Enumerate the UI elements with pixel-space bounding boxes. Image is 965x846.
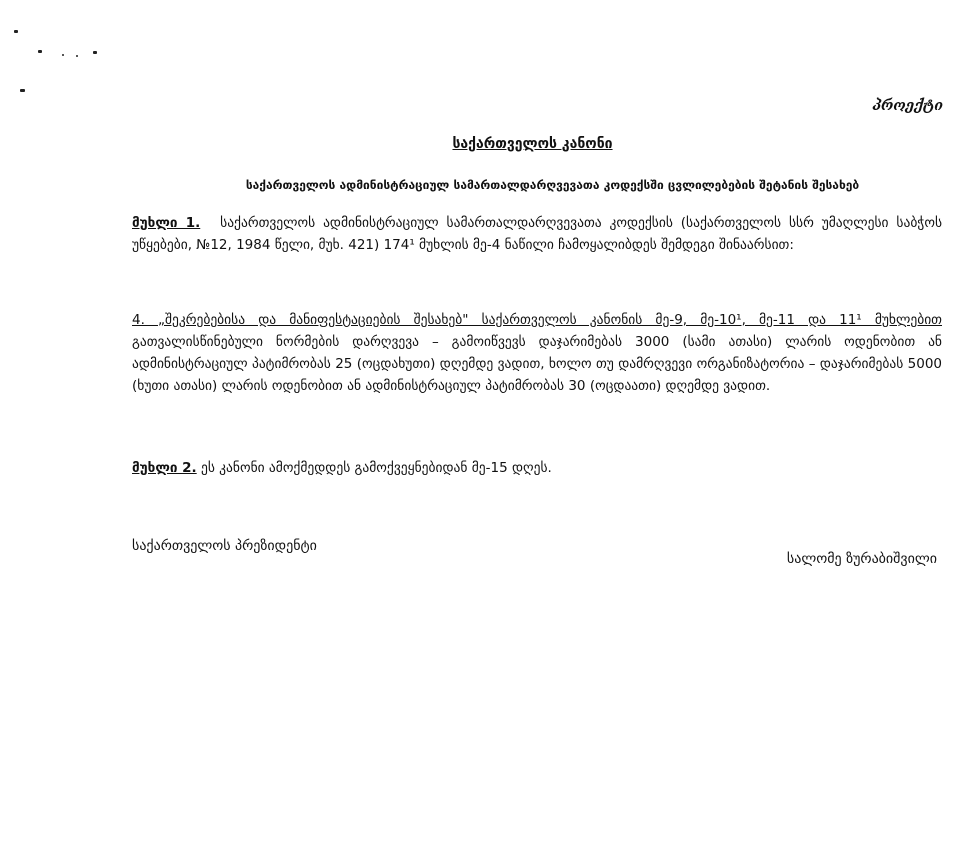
document-title: საქართველოს კანონი (452, 136, 613, 152)
signatory-name: სალომე ზურაბიშვილი (786, 551, 937, 567)
scan-artifact (76, 55, 78, 57)
article-2-text: ეს კანონი ამოქმედდეს გამოქვეყნებიდან მე-15 დღეს. (196, 460, 552, 476)
scan-artifact (14, 30, 18, 33)
document-subtitle: საქართველოს ადმინისტრაციულ სამართალდარღვევათა კოდექსში ცვლილებების შეტანის შესახებ (245, 178, 860, 192)
article-1 (132, 212, 942, 256)
signatory-title: საქართველოს პრეზიდენტი (132, 538, 317, 554)
clause-4-lead: 4. „შეკრებებისა და მანიფესტაციების შესახებ" საქართველოს კანონის მე-9, მე-10¹, მე-11 და 11¹ მუხლებით (132, 312, 942, 328)
clause-4 (132, 309, 942, 397)
article-2 (132, 457, 942, 479)
scan-artifact (20, 89, 25, 92)
scan-artifact (38, 50, 42, 53)
clause-4-text: გათვალისწინებული ნორმების დარღვევა – გამოიწვევს დაჯარიმებას 3000 (სამი ათასი) ლარის ოდენობით ან ადმინისტრაციულ პატიმრობას 25 (ოცდახუთი) დღემდე ვადით, ხოლო თუ დამრღვევი ორგანიზატორია – დაჯარიმებას 5000 (ხუთი ათასი) ლარის ოდენობით ან ადმინისტრაციულ პატიმრობას 30 (ოცდაათი) დღემდე ვადით. (132, 334, 942, 394)
scan-artifact (93, 51, 97, 54)
article-2-label: მუხლი 2. (132, 460, 197, 476)
article-1-text: საქართველოს ადმინისტრაციულ სამართალდარღვევათა კოდექსის (საქართველოს სსრ უმაღლესი საბჭოს უწყებები, №12, 1984 წელი, მუხ. 421) 174¹ მუხლის მე-4 ნაწილი ჩამოყალიბდეს შემდეგი შინაარსით: (132, 215, 942, 253)
scan-artifact (62, 54, 64, 56)
article-1-label: მუხლი 1. (132, 215, 201, 231)
draft-stamp: პროექტი (872, 98, 943, 114)
